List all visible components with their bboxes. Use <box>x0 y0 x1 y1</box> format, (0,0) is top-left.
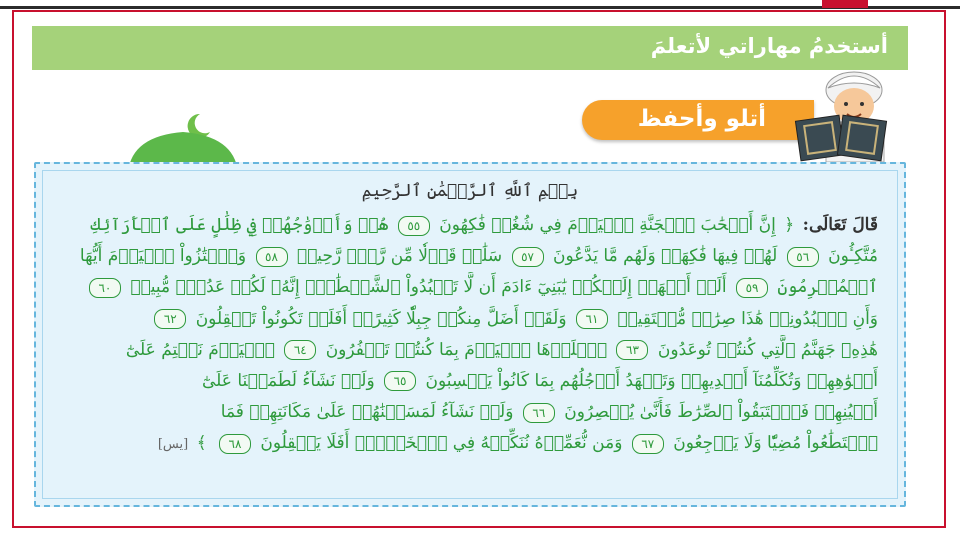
verse-text: أَفۡوَٰهِهِمۡ وَتُكَلِّمُنَآ أَيۡدِيهِمۡ وَتَشۡهَدُ أَرۡجُلُهُم بِمَا كَانُواْ يَكۡسِبُونَ <box>425 370 878 391</box>
verse-text: لَهُمۡ فِيهَا فَٰكِهَةٞ وَلَهُم مَّا يَدَّعُونَ <box>552 246 778 267</box>
verse-line-8 <box>64 428 878 459</box>
ayah-number: ٥٥ <box>398 216 430 236</box>
verse-line-3 <box>64 272 878 303</box>
verse-text: وَلَوۡ نَشَآءُ لَمَسَخۡنَٰهُمۡ عَلَىٰ مَكَانَتِهِمۡ فَمَا <box>220 402 514 423</box>
verse-text: ٱلۡيَوۡمَ نَخۡتِمُ عَلَىٰٓ <box>125 339 275 360</box>
ayah-number: ٥٨ <box>256 247 288 267</box>
ayah-number: ٥٦ <box>787 247 819 267</box>
basmala: بِسۡمِ ٱللَّهِ ٱلرَّحۡمَٰنِ ٱلرَّحِيمِ <box>361 181 579 201</box>
ayah-number: ٦٠ <box>89 278 121 298</box>
ayah-number: ٦٥ <box>384 371 416 391</box>
verse-text: أَعۡيُنِهِمۡ فَٱسۡتَبَقُواْ ٱلصِّرَٰطَ فَأَنَّىٰ يُبۡصِرُونَ <box>564 402 878 423</box>
ornament-icon: ﴾ <box>196 433 207 454</box>
ayah-number: ٥٩ <box>736 278 768 298</box>
section-tab <box>582 100 814 140</box>
surah-reference: [يس] <box>157 437 189 453</box>
verses-block <box>64 210 878 460</box>
ayah-number: ٦٢ <box>154 309 186 329</box>
verses-panel <box>34 162 906 507</box>
verse-text: هَٰذِهِۦ جَهَنَّمُ ٱلَّتِي كُنتُمۡ تُوعَدُونَ <box>657 339 878 360</box>
ayah-number: ٦٣ <box>616 340 648 360</box>
verse-line-5 <box>64 335 878 366</box>
verse-line-4 <box>64 304 878 335</box>
verse-text: وَلَقَدۡ أَضَلَّ مِنكُمۡ جِبِلّٗا كَثِيرًاۖ أَفَلَمۡ تَكُونُواْ تَعۡقِلُونَ <box>195 308 567 329</box>
ayah-number: ٦٨ <box>219 434 251 454</box>
verse-text: أَلَمۡ أَعۡهَدۡ إِلَيۡكُمۡ يَٰبَنِيٓ ءَادَمَ أَن لَّا تَعۡبُدُواْ ٱلشَّيۡطَٰنَۖ إِنَّهُۥ لَكُمۡ عَدُوّٞ مُّبِينٞ <box>130 277 727 298</box>
section-tab-label: أتلو وأحفظ <box>637 106 766 132</box>
verse-line-2 <box>64 241 878 272</box>
verse-text: مُتَّكِـُٔونَ <box>828 246 878 267</box>
verse-text: ٱلۡمُجۡرِمُونَ <box>777 277 878 298</box>
top-accent <box>822 0 868 8</box>
verse-text: إِنَّ أَصۡحَٰبَ ٱلۡجَنَّةِ ٱلۡيَوۡمَ فِي شُغُلٖ فَٰكِهُونَ <box>439 215 776 235</box>
verse-line-7 <box>64 397 878 428</box>
ayah-number: ٦٧ <box>632 434 664 454</box>
boy-reading-quran-icon <box>792 68 912 164</box>
verse-text: ٱصۡلَوۡهَا ٱلۡيَوۡمَ بِمَا كُنتُمۡ تَكۡفُرُونَ <box>325 339 608 360</box>
verse-line-6 <box>64 366 878 397</box>
verse-text: هُمۡ وَأَزۡوَٰجُهُمۡ فِي ظِلَٰلٍ عَلَى ٱلۡأَرَآئِكِ <box>90 215 389 235</box>
header-banner <box>32 26 908 70</box>
verse-text: سَلَٰمٞ قَوۡلٗا مِّن رَّبّٖ رَّحِيمٖ <box>296 246 503 267</box>
ayah-number: ٥٧ <box>512 247 544 267</box>
verse-intro: قَالَ تَعَالَى: <box>802 215 878 235</box>
ayah-number: ٦٦ <box>523 403 555 423</box>
top-rule <box>0 6 960 9</box>
ayah-number: ٦١ <box>576 309 608 329</box>
verse-text: وَلَوۡ نَشَآءُ لَطَمَسۡنَا عَلَىٰٓ <box>201 370 375 391</box>
verse-text: ٱسۡتَطَٰعُواْ مُضِيّٗا وَلَا يَرۡجِعُونَ <box>673 433 878 454</box>
ayah-number: ٦٤ <box>284 340 316 360</box>
verse-text: وَأَنِ ٱعۡبُدُونِيۚ هَٰذَا صِرَٰطٞ مُّسۡتَقِيمٞ <box>617 308 878 329</box>
verse-text: وَٱمۡتَٰزُواْ ٱلۡيَوۡمَ أَيُّهَا <box>79 246 247 267</box>
verse-line-1 <box>64 210 878 241</box>
banner-title: أستخدمُ مهاراتي لأتعلمَ <box>650 34 888 58</box>
ornament-icon: ﴿ <box>784 215 795 235</box>
verse-text: وَمَن نُّعَمِّرۡهُ نُنَكِّسۡهُ فِي ٱلۡخَلۡقِۚ أَفَلَا يَعۡقِلُونَ <box>260 433 623 454</box>
